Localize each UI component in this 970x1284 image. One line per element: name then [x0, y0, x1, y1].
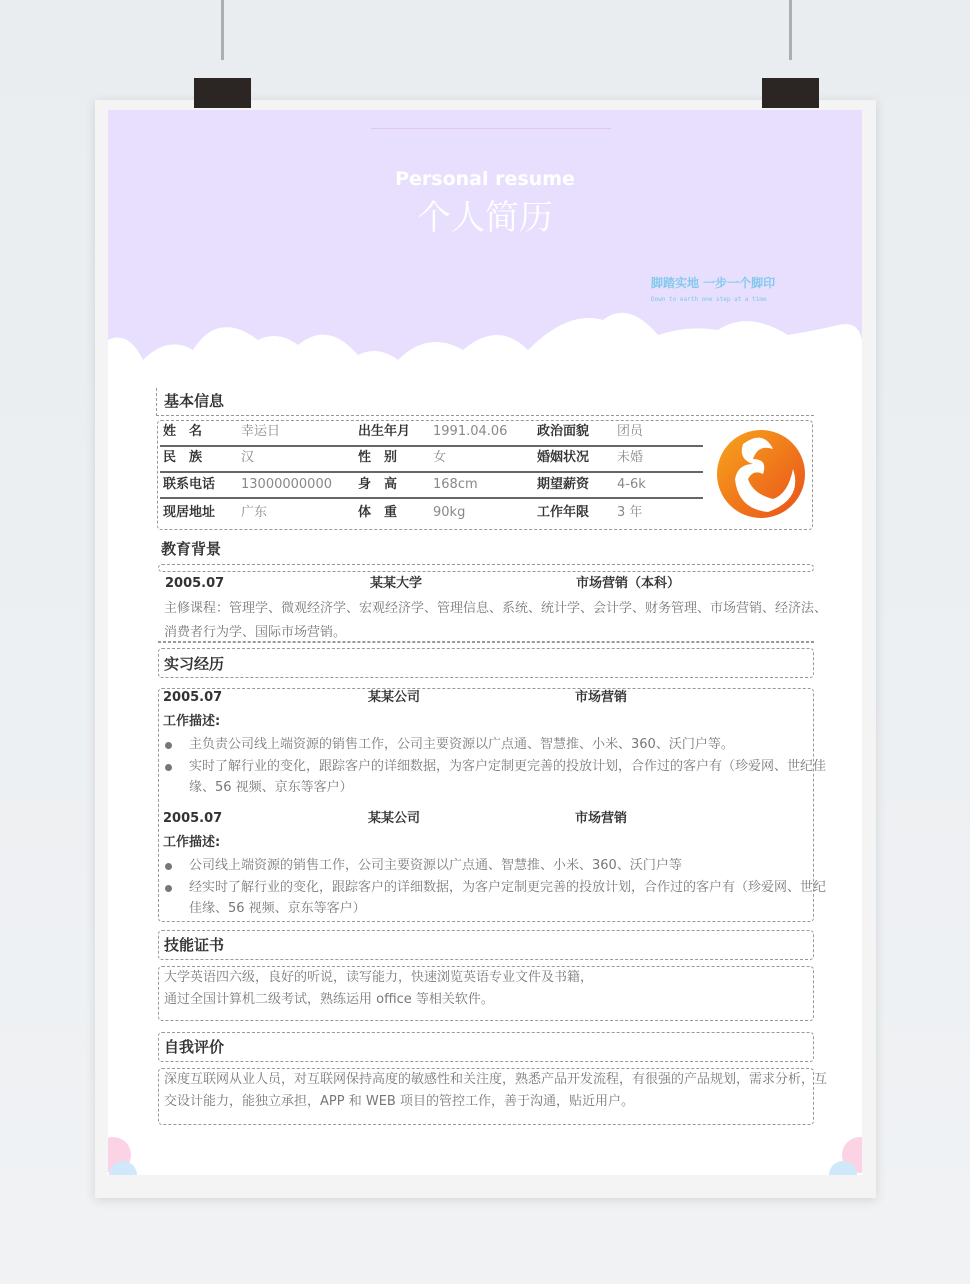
- hanger-wire-left: [221, 0, 224, 60]
- job-date: 2005.07: [163, 690, 223, 705]
- field-label: 期望薪资: [537, 477, 590, 492]
- field-value: 幸运日: [241, 424, 281, 439]
- corner-bubbles: [108, 1130, 862, 1175]
- binder-clip-left: [194, 78, 251, 108]
- internship-heading: 实习经历: [164, 655, 225, 673]
- skills-heading: 技能证书: [164, 936, 225, 954]
- edu-date: 2005.07: [165, 576, 225, 591]
- field-value: 女: [433, 450, 447, 465]
- motto-cn: 脚踏实地 一步一个脚印: [651, 276, 776, 290]
- education-heading: 教育背景: [161, 540, 222, 558]
- job-bullet: 主负责公司线上端资源的销售工作，公司主要资源以广点通、智慧推、小米、360、沃门户等。: [189, 737, 734, 752]
- field-value: 168cm: [433, 477, 478, 492]
- job-bullet-cont: 缘、56 视频、京东等客户）: [189, 780, 353, 795]
- binder-clip-right: [762, 78, 819, 108]
- field-label: 出生年月: [358, 424, 411, 439]
- bullet-icon: [165, 742, 172, 749]
- job-bullet-cont: 佳缘、56 视频、京东等客户）: [189, 901, 366, 916]
- bullet-icon: [165, 885, 172, 892]
- motto-en: Down to earth one step at a time: [651, 296, 767, 303]
- divider: [158, 641, 814, 643]
- skills-line-2: 通过全国计算机二级考试，熟练运用 office 等相关软件。: [164, 992, 494, 1007]
- job-bullet: 实时了解行业的变化，跟踪客户的详细数据，为客户定制更完善的投放计划，合作过的客户有（珍爱网、世纪佳: [189, 759, 827, 774]
- field-label: 政治面貌: [537, 424, 590, 439]
- field-label: 姓 名: [163, 424, 203, 439]
- education-divider: [158, 564, 814, 572]
- self-line-2: 交设计能力，能独立承担，APP 和 WEB 项目的管控工作，善于沟通，贴近用户。: [164, 1094, 634, 1109]
- field-value: 广东: [241, 505, 268, 520]
- field-value: 13000000000: [241, 477, 332, 492]
- internship-heading-box: [158, 648, 814, 678]
- self-line-1: 深度互联网从业人员，对互联网保持高度的敏感性和关注度，熟悉产品开发流程，有很强的产品规划，需求分析，互: [164, 1072, 828, 1087]
- logo-icon: [713, 424, 809, 520]
- job-date: 2005.07: [163, 811, 223, 826]
- job-role: 市场营销: [575, 690, 628, 705]
- field-label: 工作年限: [537, 505, 590, 520]
- self-heading: 自我评价: [164, 1038, 225, 1056]
- title-en: Personal resume: [395, 168, 575, 190]
- basic-heading: 基本信息: [164, 392, 225, 410]
- field-value: 1991.04.06: [433, 424, 508, 439]
- field-label: 民 族: [163, 450, 203, 465]
- bullet-icon: [165, 863, 172, 870]
- job-desc-label: 工作描述:: [163, 835, 221, 850]
- field-value: 未婚: [617, 450, 644, 465]
- field-value: 团员: [617, 424, 644, 439]
- edu-school: 某某大学: [370, 576, 423, 591]
- field-label: 性 别: [358, 450, 398, 465]
- field-label: 联系电话: [163, 477, 216, 492]
- field-value: 90kg: [433, 505, 466, 520]
- self-heading-box: [158, 1032, 814, 1062]
- field-label: 现居地址: [163, 505, 216, 520]
- field-value: 4-6k: [617, 477, 646, 492]
- skills-line-1: 大学英语四六级，良好的听说，读写能力，快速浏览英语专业文件及书籍，: [164, 970, 594, 985]
- job-company: 某某公司: [368, 811, 421, 826]
- cloud-shape: [108, 310, 862, 380]
- hanger-wire-right: [789, 0, 792, 60]
- title-cn: 个人简历: [417, 198, 553, 238]
- field-value: 汉: [241, 450, 255, 465]
- field-label: 身 高: [358, 477, 398, 492]
- edu-major: 市场营销（本科）: [576, 576, 681, 591]
- bullet-icon: [165, 764, 172, 771]
- job-bullet: 公司线上端资源的销售工作，公司主要资源以广点通、智慧推、小米、360、沃门户等: [189, 858, 682, 873]
- skills-heading-box: [158, 930, 814, 960]
- field-label: 体 重: [358, 505, 398, 520]
- job-desc-label: 工作描述:: [163, 714, 221, 729]
- job-bullet: 经实时了解行业的变化，跟踪客户的详细数据，为客户定制更完善的投放计划，合作过的客户有（珍爱网、世纪: [189, 880, 827, 895]
- edu-courses-1: 主修课程：管理学、微观经济学、宏观经济学、管理信息、系统、统计学、会计学、财务管理、市场营销、经济法、: [164, 601, 828, 616]
- job-company: 某某公司: [368, 690, 421, 705]
- field-label: 婚姻状况: [537, 450, 590, 465]
- field-value: 3 年: [617, 505, 643, 520]
- job-role: 市场营销: [575, 811, 628, 826]
- basic-heading-box: [156, 388, 814, 416]
- edu-courses-2: 消费者行为学、国际市场营销。: [164, 625, 347, 640]
